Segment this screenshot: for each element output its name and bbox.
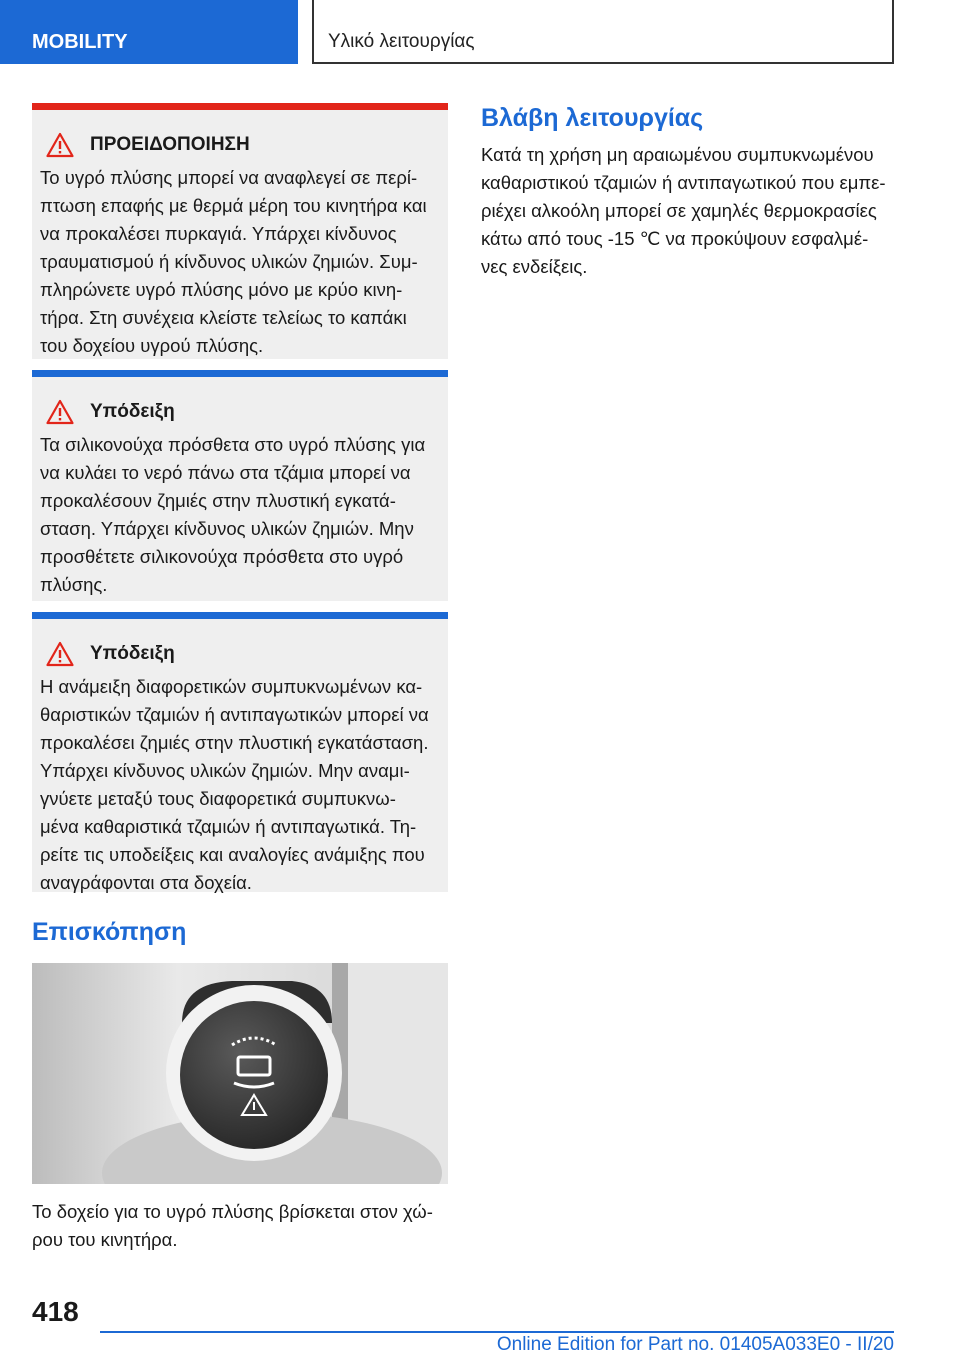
notice-line: γνύετε μεταξύ τους διαφορετικά συμπυκνω- [40, 788, 396, 809]
notice-header [46, 641, 434, 667]
notice-title: Υπόδειξη [90, 401, 175, 422]
page-number: 418 [32, 1296, 79, 1327]
notice-hint [32, 370, 448, 601]
notice-line: σταση. Υπάρχει κίνδυνος υλικών ζημιών. Μην [40, 518, 414, 539]
notice-line: πληρώνετε υγρό πλύσης μόνο με κρύο κινη- [40, 279, 403, 300]
warning-triangle-icon [46, 641, 74, 667]
malfunction-line: νες ενδείξεις. [481, 256, 588, 277]
notice-warning [32, 103, 448, 359]
notice-line: ρείτε τις υποδείξεις και αναλογίες ανάμιξης που [40, 844, 425, 865]
footer-edition: Online Edition for Part no. 01405A033E0 - II/20 [496, 1334, 894, 1355]
header-chapter-title: Υλικό λειτουργίας [312, 0, 894, 64]
notice-title: ΠΡΟΕΙΔΟΠΟΙΗΣΗ [90, 134, 250, 155]
malfunction-line: καθαριστικού τζαμιών ή αντιπαγωτικού που εμπε- [481, 172, 886, 193]
notice-line: να προκαλέσει πυρκαγιά. Υπάρχει κίνδυνος [40, 223, 397, 244]
notice-body [40, 431, 434, 599]
malfunction-text [481, 141, 901, 281]
notice-body [40, 164, 434, 360]
notice-line: Το υγρό πλύσης μπορεί να αναφλεγεί σε περί- [40, 167, 418, 188]
notice-line: Υπάρχει κίνδυνος υλικών ζημιών. Μην αναμι- [40, 760, 410, 781]
overview-caption [32, 1198, 452, 1254]
footer-divider [100, 1331, 894, 1333]
malfunction-heading: Βλάβη λειτουργίας [481, 104, 704, 132]
notice-line: Η ανάμειξη διαφορετικών συμπυκνωμένων κα- [40, 676, 423, 697]
notice-hint [32, 612, 448, 892]
washer-cap-illustration [32, 963, 448, 1184]
notice-header [46, 399, 434, 425]
notice-line: τήρα. Στη συνέχεια κλείστε τελείως το καπάκι [40, 307, 407, 328]
malfunction-line: ριέχει αλκοόλη μπορεί σε χαμηλές θερμοκρασίες [481, 200, 877, 221]
notice-line: μένα καθαριστικά τζαμιών ή αντιπαγωτικά. Τη- [40, 816, 417, 837]
washer-reservoir-photo [32, 963, 448, 1184]
notice-line: τραυματισμού ή κίνδυνος υλικών ζημιών. Συμ- [40, 251, 418, 272]
notice-line: του δοχείου υγρού πλύσης. [40, 335, 264, 356]
notice-line: να κυλάει το νερό πάνω στα τζάμια μπορεί να [40, 462, 411, 483]
malfunction-line: Κατά τη χρήση μη αραιωμένου συμπυκνωμένου [481, 144, 874, 165]
notice-line: προσθέτετε σιλικονούχα πρόσθετα στο υγρό [40, 546, 404, 567]
notice-line: αναγράφονται στα δοχεία. [40, 872, 252, 893]
malfunction-line: κάτω από τους -15 ℃ να προκύψουν εσφαλμέ- [481, 228, 869, 249]
warning-triangle-icon [46, 399, 74, 425]
caption-line: ρου του κινητήρα. [32, 1229, 178, 1250]
overview-heading: Επισκόπηση [32, 918, 187, 946]
notice-line: προκαλέσει ζημιές στην πλυστική εγκατάσταση. [40, 732, 429, 753]
notice-body [40, 673, 434, 897]
notice-line: πλύσης. [40, 574, 108, 595]
notice-line: θαριστικών τζαμιών ή αντιπαγωτικών μπορεί να [40, 704, 429, 725]
header-section-tab: MOBILITY [0, 0, 298, 64]
notice-line: πτωση επαφής με θερμά μέρη του κινητήρα και [40, 195, 427, 216]
caption-line: Το δοχείο για το υγρό πλύσης βρίσκεται στον χώ- [32, 1201, 433, 1222]
warning-triangle-icon [46, 132, 74, 158]
notice-title: Υπόδειξη [90, 643, 175, 664]
notice-line: προκαλέσουν ζημιές στην πλυστική εγκατά- [40, 490, 396, 511]
notice-line: Τα σιλικονούχα πρόσθετα στο υγρό πλύσης για [40, 434, 426, 455]
notice-header [46, 132, 434, 158]
